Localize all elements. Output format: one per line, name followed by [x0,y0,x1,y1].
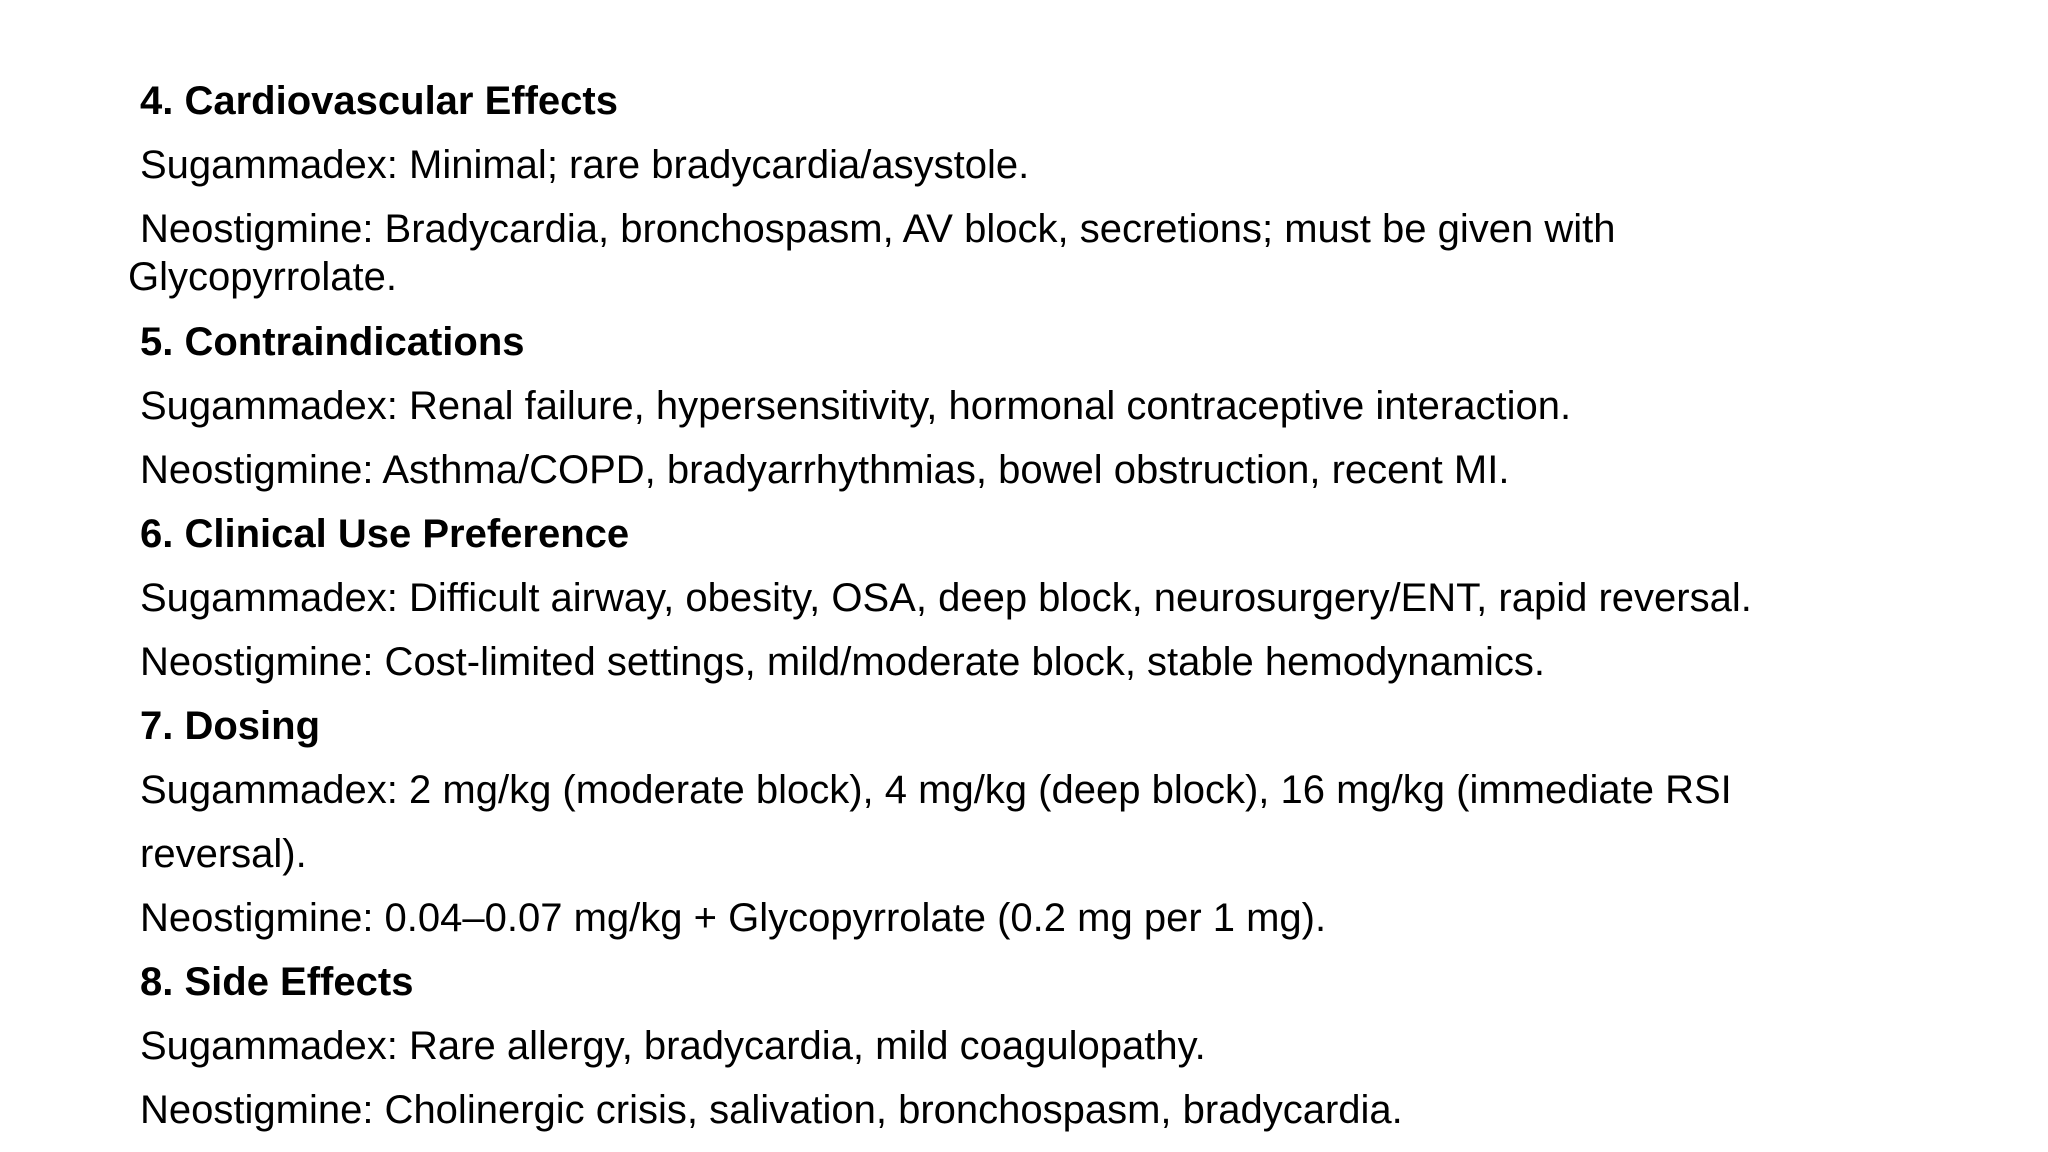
sugammadex-side-effects-text: Sugammadex: Rare allergy, bradycardia, mild coagulopathy. [140,1024,1206,1068]
sugammadex-dosing-text-line1: Sugammadex: 2 mg/kg (moderate block), 4 mg/kg (deep block), 16 mg/kg (immediate RSI [140,768,1732,812]
sugammadex-cardiovascular-text: Sugammadex: Minimal; rare bradycardia/asystole. [140,143,1030,187]
section-heading-clinical-use: 6. Clinical Use Preference [140,512,630,556]
neostigmine-cardiovascular-text: Neostigmine: Bradycardia, bronchospasm, AV block, secretions; must be given with Glycopyrrolate. [128,207,1616,299]
section-heading-cardiovascular: 4. Cardiovascular Effects [140,79,618,123]
section-heading-side-effects: 8. Side Effects [140,960,414,1004]
sugammadex-clinical-use-text: Sugammadex: Difficult airway, obesity, OSA, deep block, neurosurgery/ENT, rapid reversal. [140,576,1752,620]
sugammadex-contraindications-text: Sugammadex: Renal failure, hypersensitivity, hormonal contraceptive interaction. [140,384,1572,428]
neostigmine-side-effects-text: Neostigmine: Cholinergic crisis, salivation, bronchospasm, bradycardia. [140,1088,1403,1132]
sugammadex-dosing-text-line2: reversal). [140,832,307,876]
neostigmine-contraindications-text: Neostigmine: Asthma/COPD, bradyarrhythmias, bowel obstruction, recent MI. [140,448,1510,492]
neostigmine-dosing-text: Neostigmine: 0.04–0.07 mg/kg + Glycopyrrolate (0.2 mg per 1 mg). [140,896,1327,940]
section-heading-contraindications: 5. Contraindications [140,320,525,364]
neostigmine-clinical-use-text: Neostigmine: Cost-limited settings, mild/moderate block, stable hemodynamics. [140,640,1546,684]
section-heading-dosing: 7. Dosing [140,704,321,748]
